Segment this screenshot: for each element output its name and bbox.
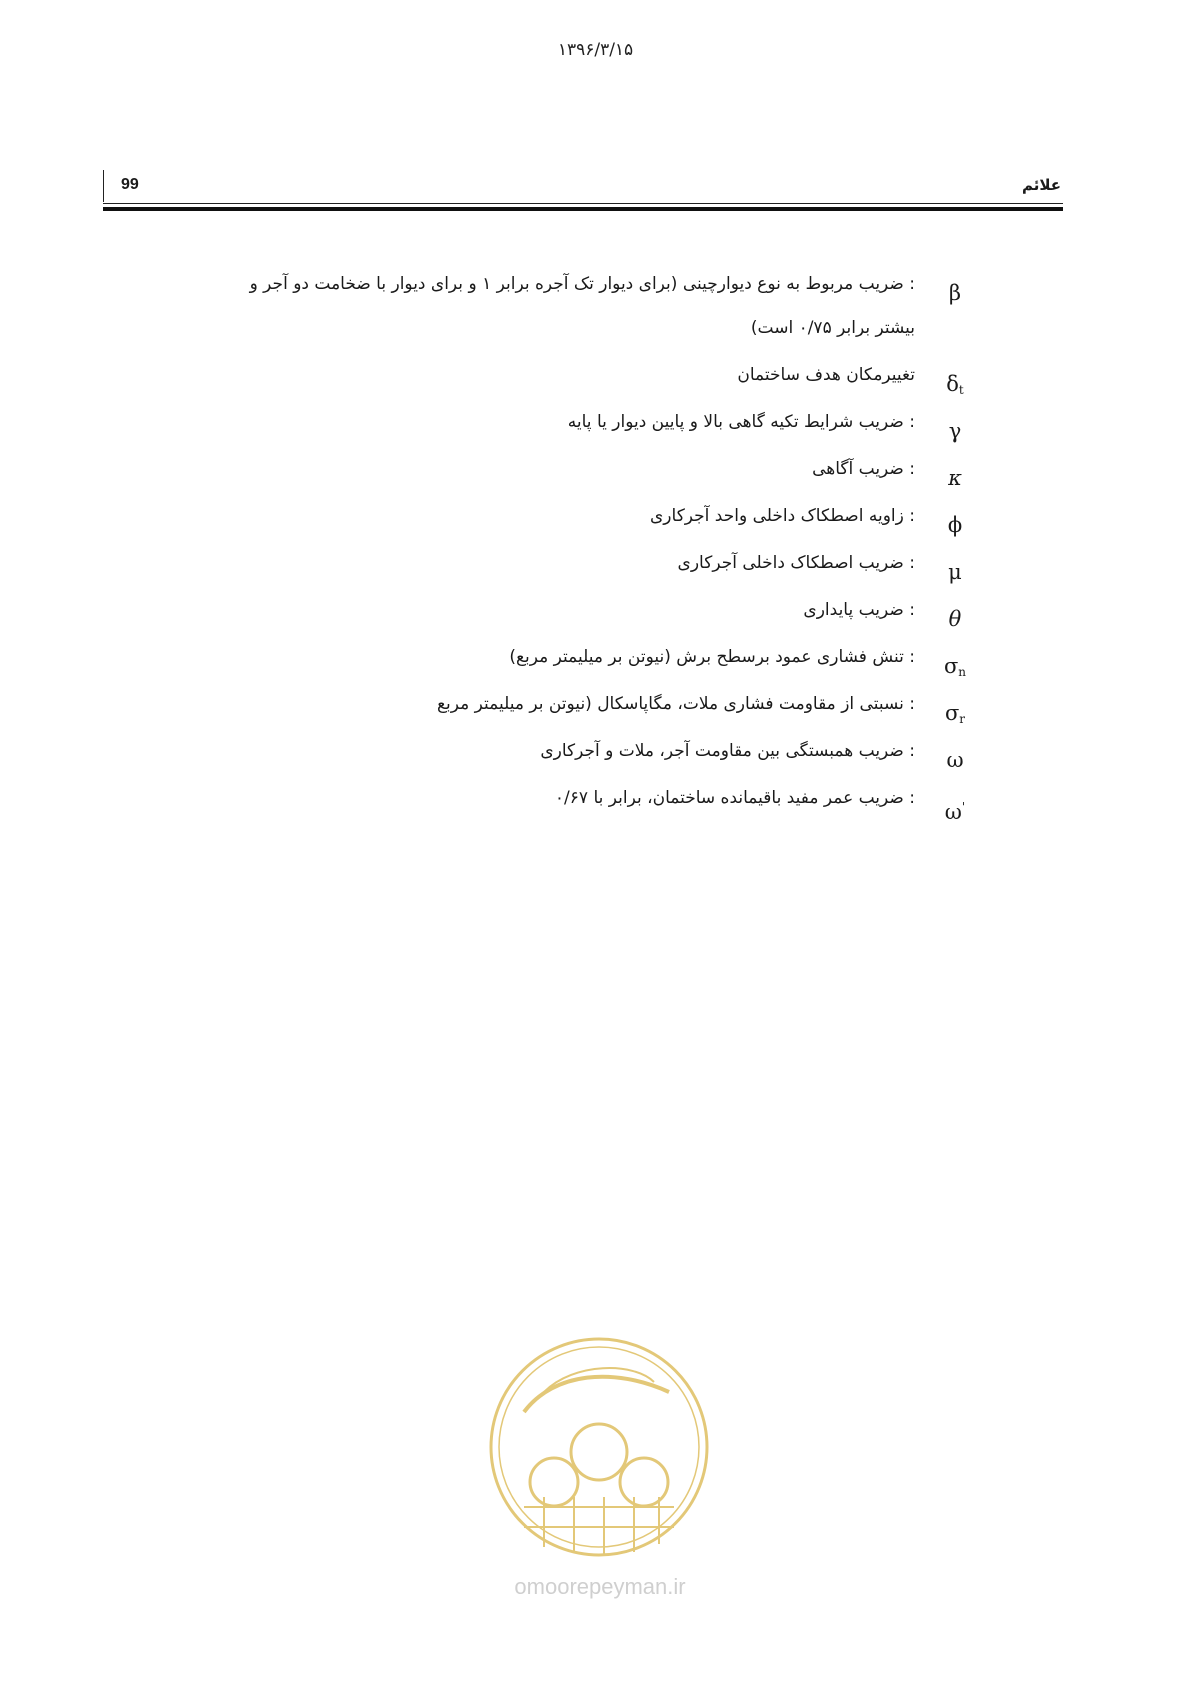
symbol-glyph [930,653,980,685]
symbol-description [155,739,915,773]
symbol-glyph [930,280,980,306]
symbol-base: ϕ [947,513,963,537]
symbol-subscript: r [959,712,966,726]
symbol-glyph [930,512,980,538]
symbol-base: δ [946,372,959,396]
page-header [103,162,1063,212]
symbol-superscript: ' [961,800,966,814]
symbol-base: ω [946,748,964,772]
page-number: 99 [121,176,139,193]
symbol-glyph [930,794,980,825]
symbol-base: κ [948,466,962,490]
description-line: : ضریب پایداری [803,600,915,620]
symbol-base: σ [944,701,960,725]
watermark-stamp-icon [484,1332,714,1562]
description-line: : ضریب همبستگی بین مقاومت آجر، ملات و آجرکاری [540,741,915,761]
symbol-description [155,692,915,726]
description-line: : ضریب شرایط تکیه گاهی بالا و پایین دیوار یا پایه [567,412,915,432]
symbol-description [155,551,915,585]
symbol-glyph [930,700,980,732]
symbol-description [155,645,915,679]
symbol-description [155,363,915,397]
symbol-glyph [930,747,980,773]
description-line: : تنش فشاری عمود برسطح برش (نیوتن بر میلیمتر مربع) [509,647,915,667]
symbol-subscript: n [958,665,967,679]
description-line: : ضریب مربوط به نوع دیوارچینی (برای دیوار تک آجره برابر ۱ و برای دیوار با ضخامت دو آجر و [249,274,915,294]
symbol-description [155,786,915,820]
symbol-base: θ [948,607,962,631]
symbol-description [155,410,915,444]
symbol-entry [150,788,990,841]
symbol-base: γ [948,419,962,443]
symbol-glyph [930,606,980,632]
description-line: : ضریب عمر مفید باقیمانده ساختمان، برابر با ۰/۶۷ [554,788,915,808]
symbol-description [155,272,915,350]
description-line: : زاویه اصطکاک داخلی واحد آجرکاری [650,506,915,526]
symbol-glyph [930,418,980,444]
description-line: : ضریب اصطکاک داخلی آجرکاری [677,553,915,573]
watermark-site: omoorepeyman.ir [514,1574,686,1599]
section-title: علائم [1021,176,1061,194]
symbol-description [155,457,915,491]
symbol-base: ω [944,800,962,824]
header-rule-thick [103,207,1063,211]
description-line: بیشتر برابر ۰/۷۵ است) [750,318,915,338]
description-line: : ضریب آگاهی [812,459,915,479]
page-number-divider [103,170,104,202]
description-line: : نسبتی از مقاومت فشاری ملات، مگاپاسکال (نیوتن بر میلیمتر مربع [436,694,915,714]
symbol-subscript: t [958,383,964,397]
page-date: ۱۳۹۶/۳/۱۵ [557,40,634,60]
symbol-description [155,598,915,632]
symbol-list [150,274,990,841]
symbol-glyph [930,465,980,491]
symbol-glyph [930,371,980,403]
symbol-description [155,504,915,538]
header-rule-thin [103,203,1063,204]
description-line: تغییرمکان هدف ساختمان [737,365,915,385]
symbol-base: σ [943,654,959,678]
symbol-glyph [930,559,980,585]
symbol-base: μ [948,560,962,584]
symbol-base: β [948,281,962,305]
